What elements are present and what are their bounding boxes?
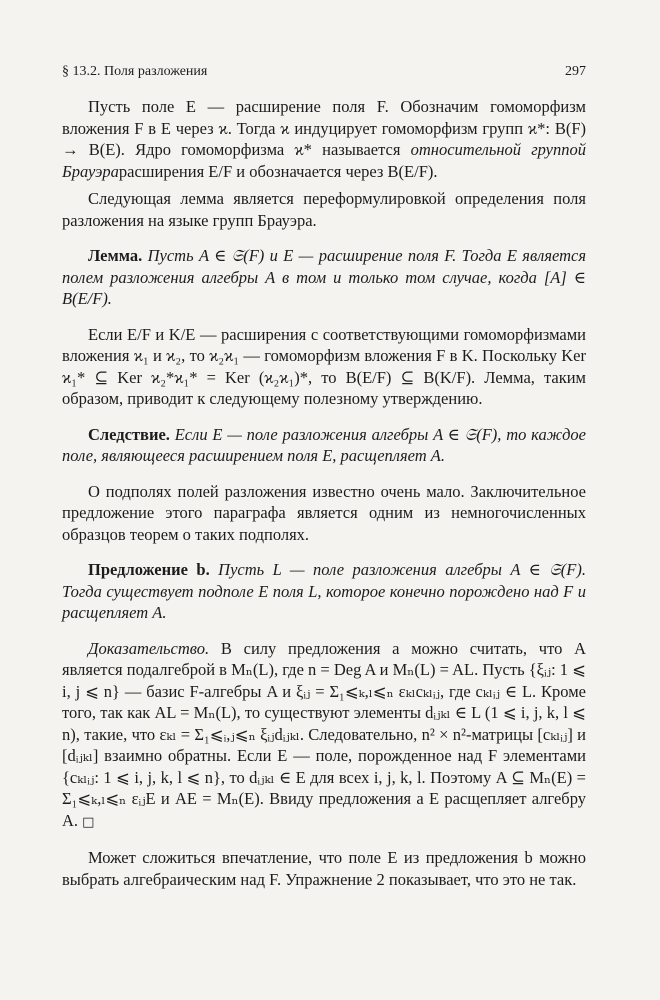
page-body <box>62 96 586 890</box>
lemma-label: Лемма. <box>88 246 143 265</box>
section-title: § 13.2. Поля разложения <box>62 64 208 79</box>
lemma <box>62 245 586 310</box>
proposition-statement: Пусть L — поле разложения алгебры A ∈ 𝔖(F). Тогда существует подполе E поля L, которое конечно порождено над F и расщепляет A. <box>62 560 587 622</box>
paragraph-subfields: О подполях полей разложения известно очень мало. Заключительное предложение этого параграфа является одним из немногочисленных образцов теорем о таких подполях. <box>62 481 586 544</box>
running-header <box>62 64 586 84</box>
corollary-label: Следствие. <box>88 424 170 444</box>
paragraph-brauer-relative: Пусть поле E — расширение поля F. Обозначим гомоморфизм вложения F в E через ϰ. Тогда ϰ индуцирует гомоморфизм групп ϰ*: B(F) → B(E). Ядро гомоморфизма ϰ* называется относительной группой Брауэрарасширения E/F и обозначается через B(E/F). <box>62 97 587 181</box>
corollary-statement: Если E — поле разложения алгебры A ∈ 𝔖(F), то каждое поле, являющееся расширением поля E, расщепляет A. <box>62 424 586 465</box>
paragraph-extensions: Если E/F и K/E — расширения с соответствующими гомоморфизмами вложения ϰ₁ и ϰ₂, то ϰ₂ϰ₁ — гомоморфизм вложения F в K. Поскольку Ker ϰ₁* ⊆ Ker ϰ₂*ϰ₁* = Ker (ϰ₂ϰ₁)*, то B(E/F) ⊆ B(K/F). Лемма, таким образом, приводит к следующему полезному утверждению. <box>62 324 586 408</box>
paragraph-reformulation: Следующая лемма является переформулировкой определения поля разложения на языке групп Брауэра. <box>62 189 586 230</box>
qed-symbol: □ <box>82 814 95 830</box>
corollary <box>62 424 586 467</box>
page-number: 297 <box>565 64 586 79</box>
proposition-label: Предложение b. <box>88 560 210 579</box>
proof-text: В силу предложения a можно считать, что A является подалгеброй в Mₙ(L), где n = Deg A и Mₙ(L) = AL. Пусть {ξᵢⱼ: 1 ⩽ i, j ⩽ n} — базис F-алгебры A и ξᵢⱼ = Σ₁⩽ₖ,ₗ⩽ₙ εₖₗcₖₗᵢⱼ, где cₖₗᵢⱼ ∈ L. Кроме того, так как AL = Mₙ(L), то существуют элементы dᵢⱼₖₗ ∈ L (1 ⩽ i, j, k, l ⩽ n), такие, что εₖₗ = Σ₁⩽ᵢ,ⱼ⩽ₙ ξᵢⱼdᵢⱼₖₗ. Следовательно, n² × n²-матрицы [cₖₗᵢⱼ] и [dᵢⱼₖₗ] взаимно обратны. Если E — поле, порожденное над F элементами {cₖₗᵢⱼ: 1 ⩽ i, j, k, l ⩽ n}, то dᵢⱼₖₗ ∈ E для всех i, j, k, l. Поэтому A ⊆ Mₙ(E) = Σ₁⩽ₖ,ₗ⩽ₙ εᵢⱼE и AE = Mₙ(E). Ввиду предложения a E расщепляет алгебру A. <box>62 638 587 830</box>
proposition <box>62 559 586 624</box>
proof <box>62 638 586 834</box>
paragraph-closing-remark: Может сложиться впечатление, что поле E из предложения b можно выбрать алгебраическим над F. Упражнение 2 показывает, что это не так. <box>62 848 586 889</box>
proof-label: Доказательство. <box>88 638 210 658</box>
paragraph-brauer-relative-tail: расширения E/F и обозначается через B(E/F). <box>118 161 438 181</box>
term-relative-brauer-group: относительной группой Брауэра <box>62 140 587 181</box>
lemma-statement: Пусть A ∈ 𝔖(F) и E — расширение поля F. Тогда E является полем разложения алгебры A в том и только том случае, когда [A] ∈ B(E/F). <box>62 246 587 308</box>
